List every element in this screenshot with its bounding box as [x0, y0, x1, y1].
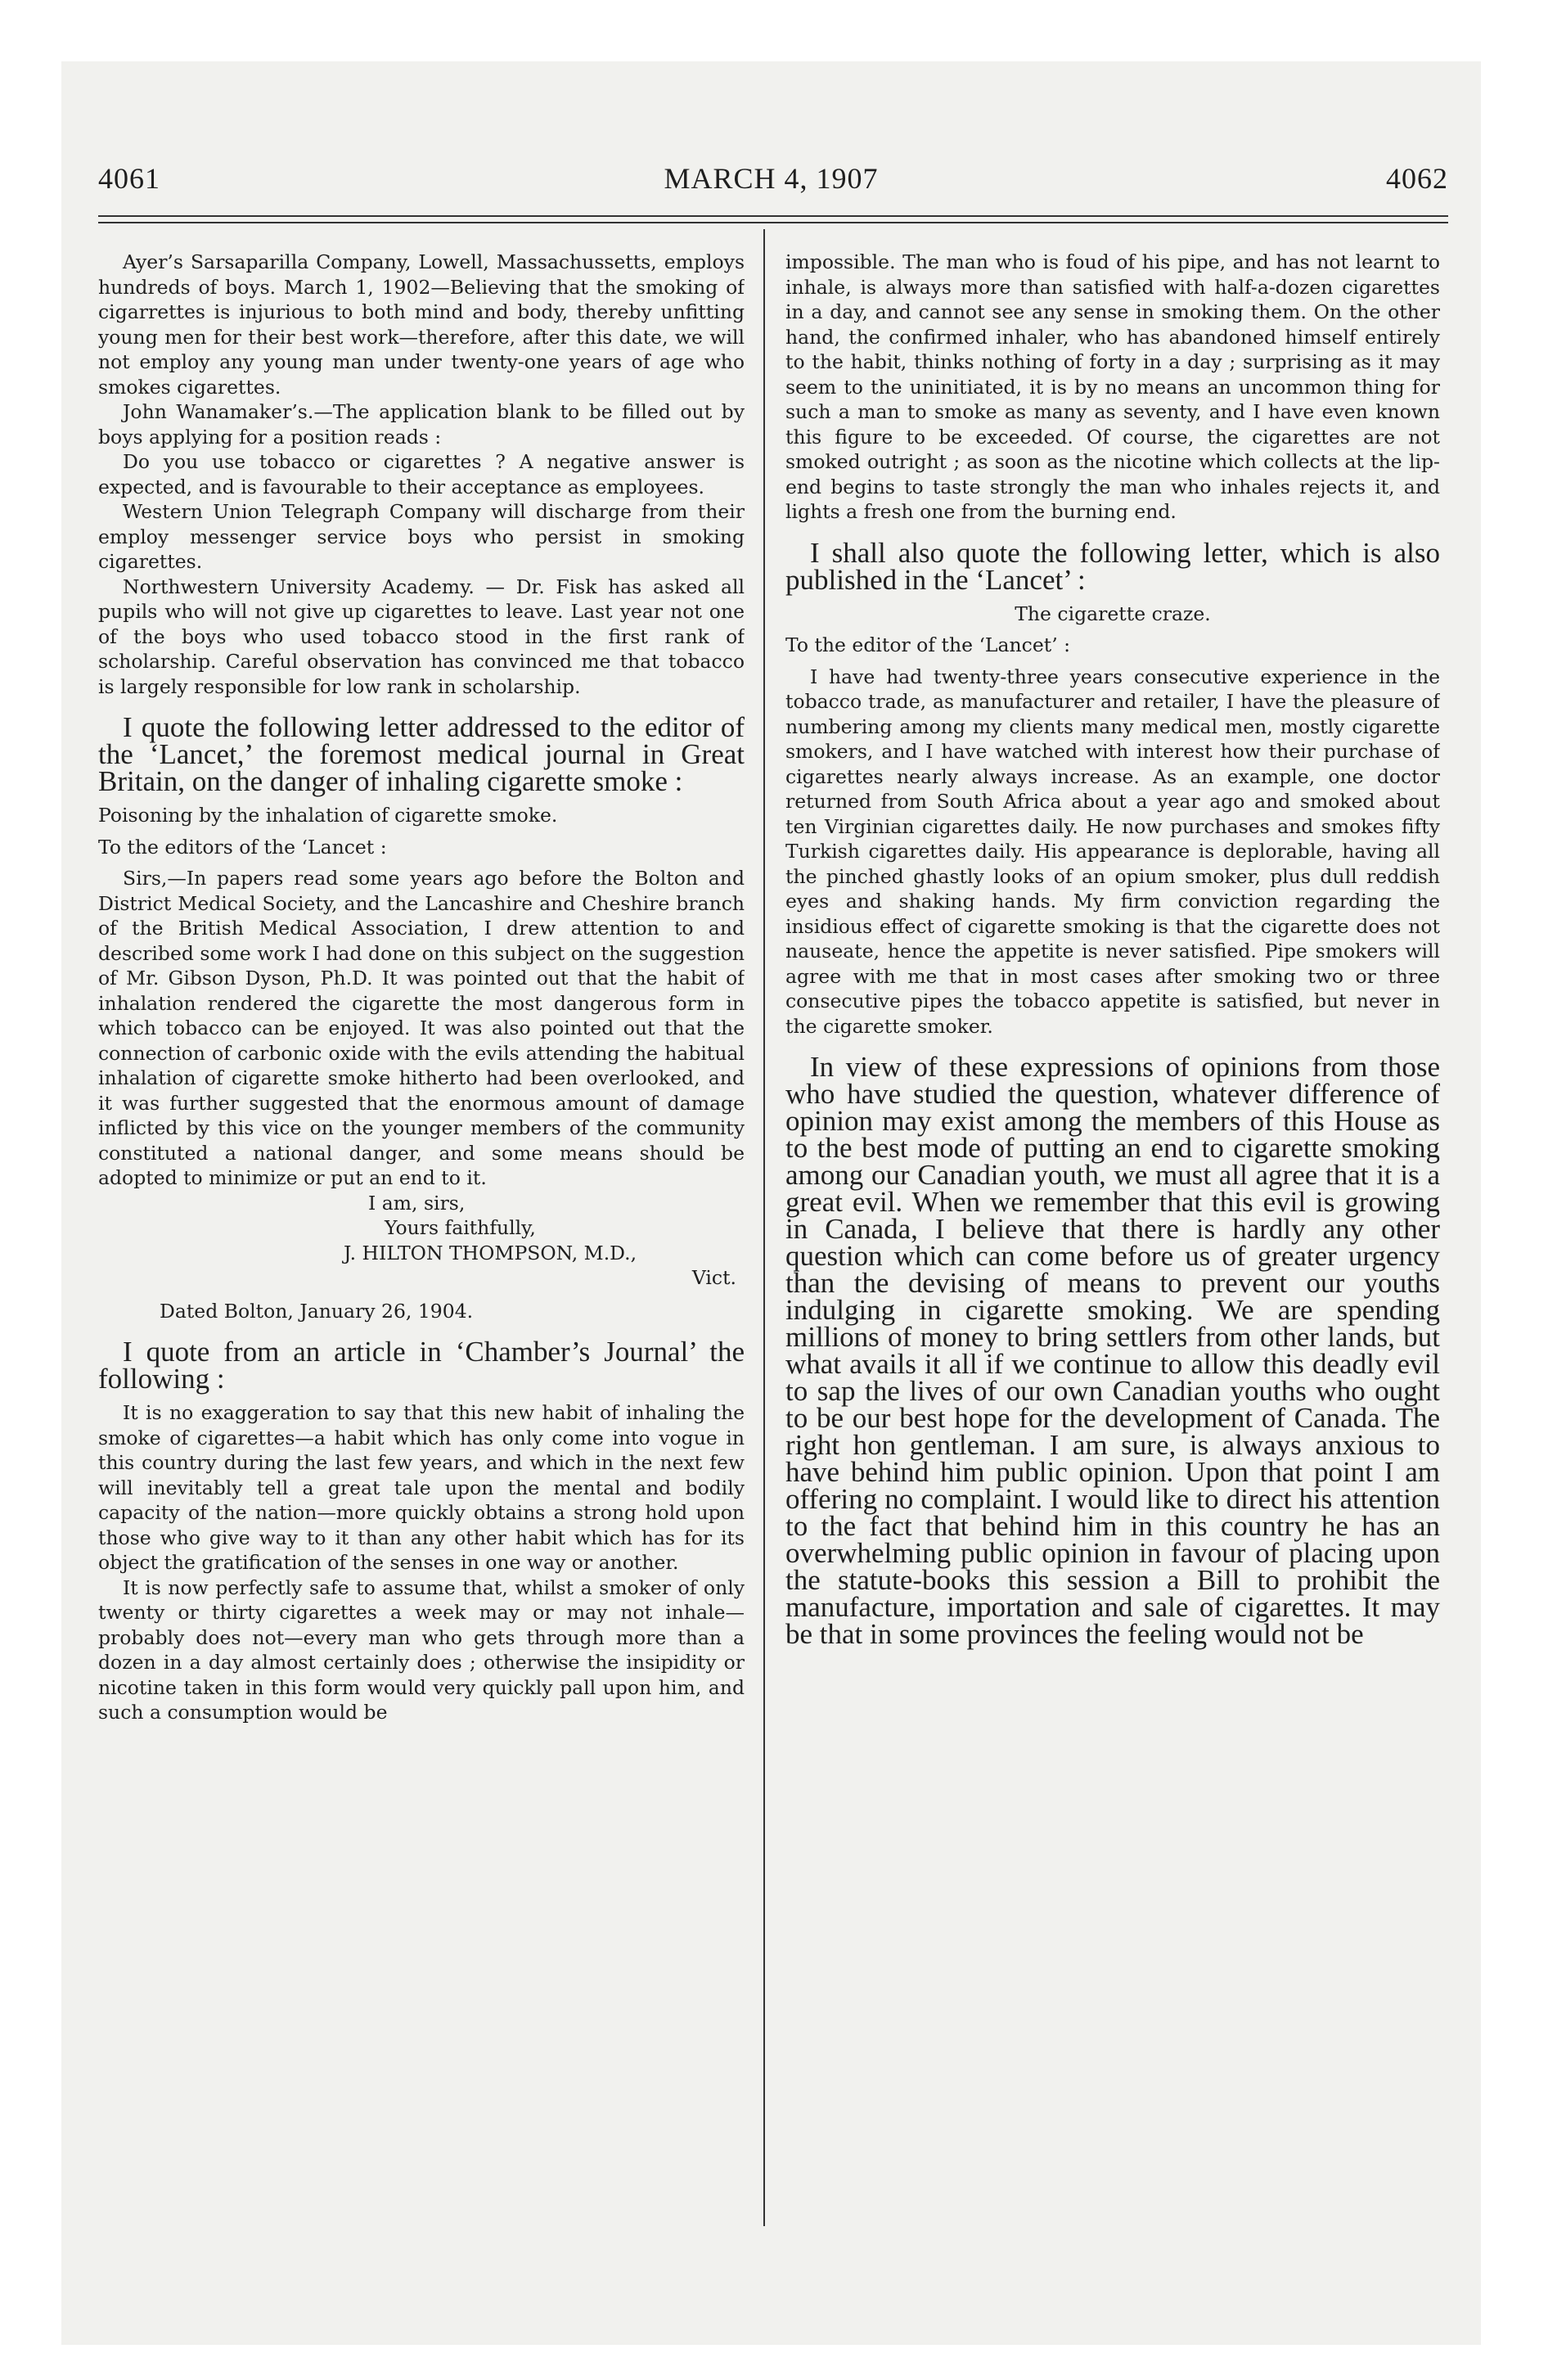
- chambers-paragraph-2: It is now perfectly safe to assume that, whilst a smoker of only twenty or thirty cigarettes a week may or may not inhale—probably does not—every man who gets through more than a dozen in a day almost certainly does ; otherwise the insipidity or nicotine taken in this form would very quickly pall upon him, and such a consumption would be: [98, 1575, 745, 1724]
- quote-wanamaker: John Wanamaker’s.—The application blank to be filled out by boys applying for a position reads :: [98, 400, 745, 449]
- quote-ayers: Ayer’s Sarsaparilla Company, Lowell, Massachussetts, employs hundreds of boys. March 1, 1902—Believing that the smoking of cigarrettes is injurious to both mind and body, thereby unfitting young men for their best work—therefore, after this date, we will not employ any young man under twenty-one years of age who smokes cigarettes.: [98, 250, 745, 399]
- header-rule-bottom: [98, 222, 1448, 223]
- document-page: [61, 61, 1481, 2345]
- letter-body: Sirs,—In papers read some years ago before the Bolton and District Medical Society, and the Lancashire and Cheshire branch of the British Medical Association, I drew attention to and described some work I had done on this subject on the suggestion of Mr. Gibson Dyson, Ph.D. It was pointed out that the habit of inhalation rendered the cigarette the most dangerous form in which tobacco can be enjoyed. It was also pointed out that the connection of carbonic oxide with the evils attending the habitual inhalation of cigarette smoke hitherto had been overlooked, and it was further suggested that the enormous amount of damage inflicted by this vice on the younger members of the community constituted a national danger, and some means should be adopted to minimize or put an end to it.: [98, 867, 745, 1189]
- left-column: [98, 250, 745, 2230]
- letter-signature: J. HILTON THOMPSON, M.D.,: [344, 1241, 637, 1264]
- quote-northwestern: Northwestern University Academy. — Dr. Fisk has asked all pupils who will not give up cigarettes to leave. Last year not one of the boys who used tobacco stood in the first rank of scholarship. Careful observation has convinced me that tobacco is largely responsible for low rank in scholarship.: [98, 575, 745, 698]
- speech-chambers-intro: I quote from an article in ‘Chamber’s Journal’ the following :: [98, 1336, 745, 1395]
- letter-heading: Poisoning by the inhalation of cigarette smoke.: [98, 804, 558, 827]
- letter2-heading: The cigarette craze.: [1015, 602, 1211, 625]
- speech-second-lancet-intro: I shall also quote the following letter, which is also published in the ‘Lancet’ :: [785, 536, 1440, 596]
- header-rule-top: [98, 215, 1448, 217]
- right-column: [785, 250, 1440, 2230]
- letter2-salutation: To the editor of the ‘Lancet’ :: [785, 633, 1071, 656]
- letter-salutation: To the editors of the ‘Lancet :: [98, 835, 387, 859]
- letter-closing: I am, sirs,: [368, 1191, 466, 1215]
- letter-signature-suffix: Vict.: [691, 1266, 736, 1289]
- page-number-left: 4061: [98, 162, 160, 195]
- letter-valediction: Yours faithfully,: [385, 1216, 536, 1239]
- chambers-paragraph-continued: impossible. The man who is foud of his pipe, and has not learnt to inhale, is always more than satisfied with half-a-dozen cigarettes in a day, and cannot see any sense in smoking them. On the other hand, the confirmed inhaler, who has abandoned himself entirely to the habit, thinks nothing of forty in a day ; surprising as it may seem to the uninitiated, it is by no means an uncommon thing for such a man to smoke as many as seventy, and I have even known this figure to be exceeded. Of course, the cigarettes are not smoked outright ; as soon as the nicotine which collects at the lip-end begins to taste strongly the man who inhales rejects it, and lights a fresh one from the burning end.: [785, 250, 1440, 523]
- chambers-paragraph-1: It is no exaggeration to say that this new habit of inhaling the smoke of cigarettes—a habit which has only come into vogue in this country during the last few years, and which in the next few will inevitably tell a great tale upon the mental and bodily capacity of the nation—more quickly obtains a strong hold upon those who give way to it than any other habit which has for its object the gratification of the senses in one way or another.: [98, 1401, 745, 1574]
- quote-western-union: Western Union Telegraph Company will discharge from their employ messenger service boys who persist in smoking cigarettes.: [98, 500, 745, 573]
- letter-date: Dated Bolton, January 26, 1904.: [160, 1299, 474, 1323]
- column-divider: [763, 229, 765, 2226]
- speech-conclusion: In view of these expressions of opinions from those who have studied the question, whatever difference of opinion may exist among the members of this House as to the best mode of putting an end to cigarette smoking among our Canadian youth, we must all agree that it is a great evil. When we remember that this evil is growing in Canada, I believe that there is hardly any other question which can come before us of greater urgency than the devising of means to prevent our youths indulging in cigarette smoking. We are spending millions of money to bring settlers from other lands, but what avails it all if we continue to allow this deadly evil to sap the lives of our own Canadian youths who ought to be our best hope for the development of Canada. The right hon gentleman. I am sure, is always anxious to have behind him public opinion. Upon that point I am offering no complaint. I would like to direct his attention to the fact that behind him in this country he has an overwhelming public opinion in favour of placing upon the statute-books this session a Bill to prohibit the manufacture, importation and sale of cigarettes. It may be that in some provinces the feeling would not be: [785, 1051, 1440, 1650]
- speech-lancet-intro: I quote the following letter addressed to the editor of the ‘Lancet,’ the foremost medical journal in Great Britain, on the danger of inhaling cigarette smoke :: [98, 711, 745, 797]
- page-date-title: MARCH 4, 1907: [664, 162, 879, 195]
- quote-application-question: Do you use tobacco or cigarettes ? A negative answer is expected, and is favourable to their acceptance as employees.: [98, 450, 745, 498]
- page-number-right: 4062: [1386, 162, 1448, 195]
- letter2-body: I have had twenty-three years consecutive experience in the tobacco trade, as manufacturer and retailer, I have the pleasure of numbering among my clients many medical men, mostly cigarette smokers, and I have watched with interest how their purchase of cigarettes nearly always increase. As an example, one doctor returned from South Africa about a year ago and smoked about ten Virginian cigarettes daily. He now purchases and smokes fifty Turkish cigarettes daily. His appearance is deplorable, having all the pinched ghastly looks of an opium smoker, plus dull reddish eyes and shaking hands. My firm conviction regarding the insidious effect of cigarette smoking is that the cigarette does not nauseate, hence the appetite is never satisfied. Pipe smokers will agree with me that in most cases after smoking two or three consecutive pipes the tobacco appetite is satisfied, but never in the cigarette smoker.: [785, 665, 1440, 1038]
